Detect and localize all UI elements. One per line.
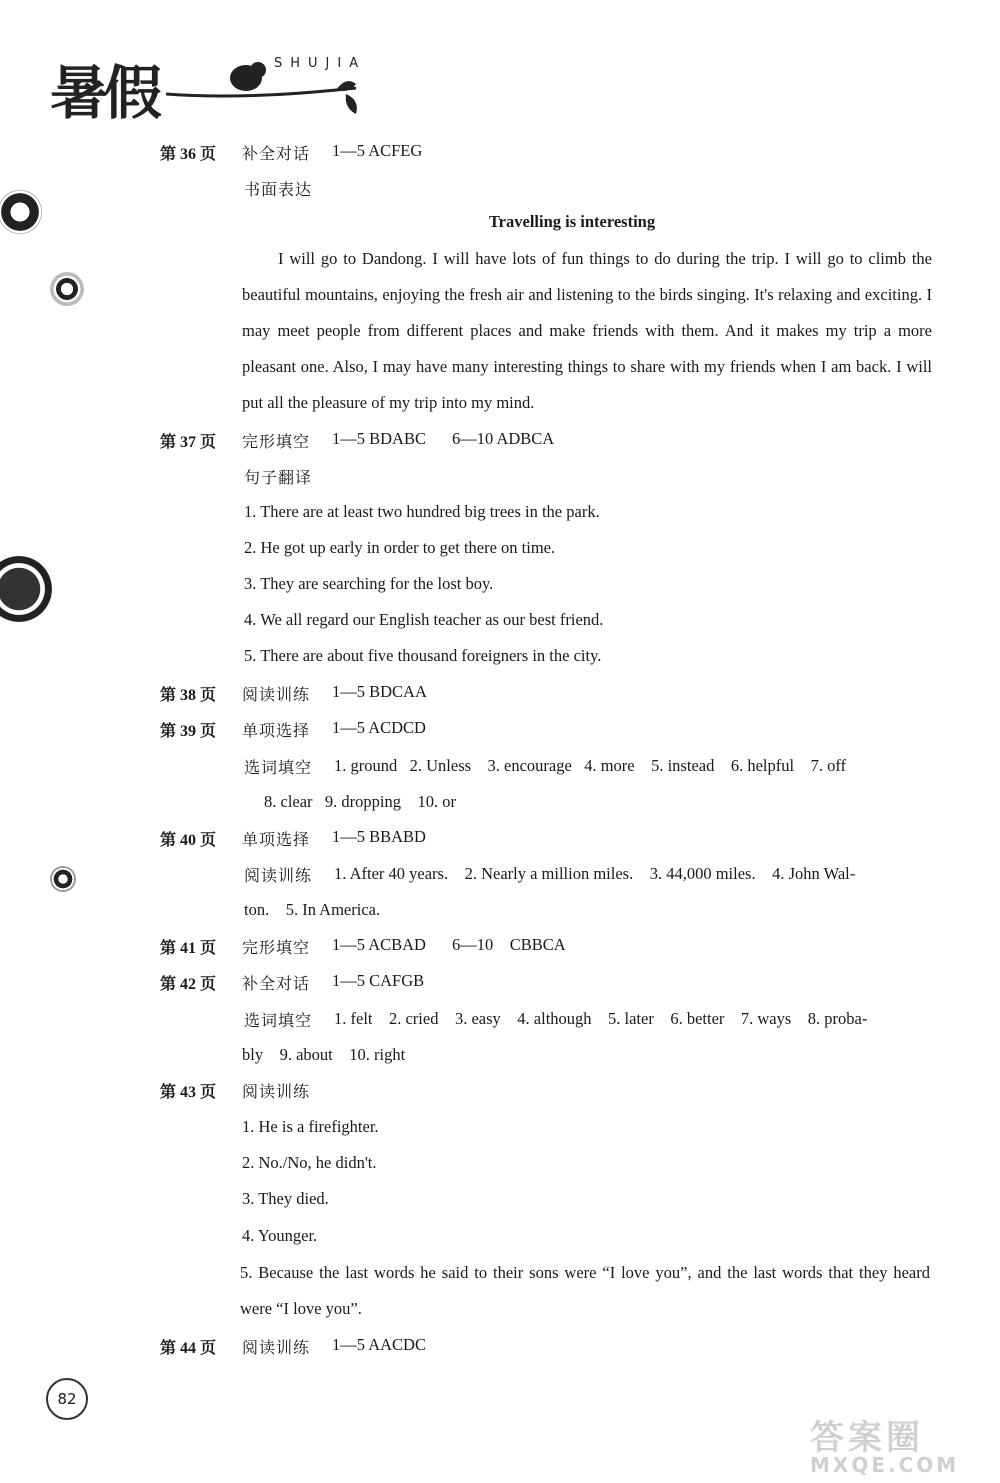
- p36-label: 第 36 页: [160, 146, 217, 163]
- list-item: 4. We all regard our English teacher as our best friend.: [244, 610, 604, 629]
- p39-section-choice: 单项选择: [242, 721, 311, 740]
- margin-stamp-4: [50, 866, 76, 892]
- p44-section-reading: 阅读训练: [242, 1338, 311, 1357]
- p40-reading-line-1: 1. After 40 years. 2. Nearly a million miles. 3. 44,000 miles. 4. John Wal-: [334, 864, 856, 883]
- p42-section-fill: 选词填空: [244, 1011, 313, 1030]
- p40-reading-line-2: ton. 5. In America.: [244, 900, 381, 919]
- p40-answer: 1—5 BBABD: [332, 827, 426, 846]
- essay-body: I will go to Dandong. I will have lots of fun things to do during the trip. I will go to climb the beautiful mountains, enjoying the fresh air and listening to the birds singing. It's relaxing and exciting. I may meet people from different places and make friends with them. And it makes my trip a more pleasant one. Also, I may have many interesting things to share with my friends when I am back. I will put all the pleasure of my trip into my mind.: [242, 249, 932, 412]
- p38-label: 第 38 页: [160, 687, 217, 704]
- list-item: 3. They died.: [242, 1189, 329, 1208]
- list-item: 1. There are at least two hundred big trees in the park.: [244, 502, 600, 521]
- margin-stamp-2: [50, 272, 84, 306]
- margin-stamp-1: [0, 190, 42, 234]
- p42-answer: 1—5 CAFGB: [332, 971, 425, 990]
- p38-section-reading: 阅读训练: [242, 685, 311, 704]
- p41-section-cloze: 完形填空: [242, 938, 311, 957]
- p37-section-cloze: 完形填空: [242, 432, 311, 451]
- essay-title: Travelling is interesting: [488, 212, 656, 231]
- p42-fill-line-2: bly 9. about 10. right: [242, 1045, 406, 1064]
- header-logo: [46, 42, 386, 127]
- p37-answer-2: 6—10 ADBCA: [452, 429, 555, 448]
- p41-answer-1: 1—5 ACBAD: [332, 935, 426, 954]
- list-item: 5. There are about five thousand foreigners in the city.: [244, 646, 602, 665]
- p36-section-dialogue: 补全对话: [242, 144, 311, 163]
- list-item: 5. Because the last words he said to their sons were “I love you”, and the last words that they heard were “I love you”.: [240, 1263, 930, 1318]
- p38-answer: 1—5 BDCAA: [332, 682, 427, 701]
- logo-text: 暑假: [50, 59, 159, 127]
- p42-fill-line-1: 1. felt 2. cried 3. easy 4. although 5. later 6. better 7. ways 8. proba-: [334, 1009, 868, 1028]
- p44-label: 第 44 页: [160, 1340, 217, 1357]
- p41-label: 第 41 页: [160, 940, 217, 957]
- p42-label: 第 42 页: [160, 976, 217, 993]
- list-item: 3. They are searching for the lost boy.: [244, 574, 494, 593]
- p39-fill-line-1: 1. ground 2. Unless 3. encourage 4. more 5. instead 6. helpful 7. off: [334, 756, 847, 775]
- list-item: 2. No./No, he didn't.: [242, 1153, 377, 1172]
- p37-label: 第 37 页: [160, 434, 217, 451]
- list-item: 1. He is a firefighter.: [242, 1117, 379, 1136]
- p36-section-writing: 书面表达: [244, 180, 313, 199]
- p36-answer: 1—5 ACFEG: [332, 141, 423, 160]
- watermark-top: 答案圈: [810, 1418, 924, 1458]
- watermark: [810, 1410, 990, 1480]
- p43-section-reading: 阅读训练: [242, 1082, 311, 1101]
- p39-section-fill: 选词填空: [244, 758, 313, 777]
- list-item: 2. He got up early in order to get there on time.: [244, 538, 556, 557]
- p39-answer: 1—5 ACDCD: [332, 718, 426, 737]
- p40-label: 第 40 页: [160, 832, 217, 849]
- p37-section-translation: 句子翻译: [244, 468, 313, 487]
- p43-label: 第 43 页: [160, 1084, 217, 1101]
- p37-answer-1: 1—5 BDABC: [332, 429, 426, 448]
- p40-section-choice: 单项选择: [242, 830, 311, 849]
- p39-fill-line-2: 8. clear 9. dropping 10. or: [264, 792, 456, 811]
- list-item: 4. Younger.: [242, 1226, 318, 1245]
- p40-section-reading: 阅读训练: [244, 866, 313, 885]
- page-number: 82: [46, 1378, 88, 1420]
- p42-section-dialogue: 补全对话: [242, 974, 311, 993]
- watermark-bottom: MXQE.COM: [810, 1453, 960, 1477]
- p39-label: 第 39 页: [160, 723, 217, 740]
- branch-bird-icon: [46, 42, 386, 122]
- margin-stamp-3: [0, 556, 52, 622]
- logo-sub: SHUJIA: [274, 56, 367, 71]
- p44-answer: 1—5 AACDC: [332, 1335, 426, 1354]
- p41-answer-2: 6—10 CBBCA: [452, 935, 566, 954]
